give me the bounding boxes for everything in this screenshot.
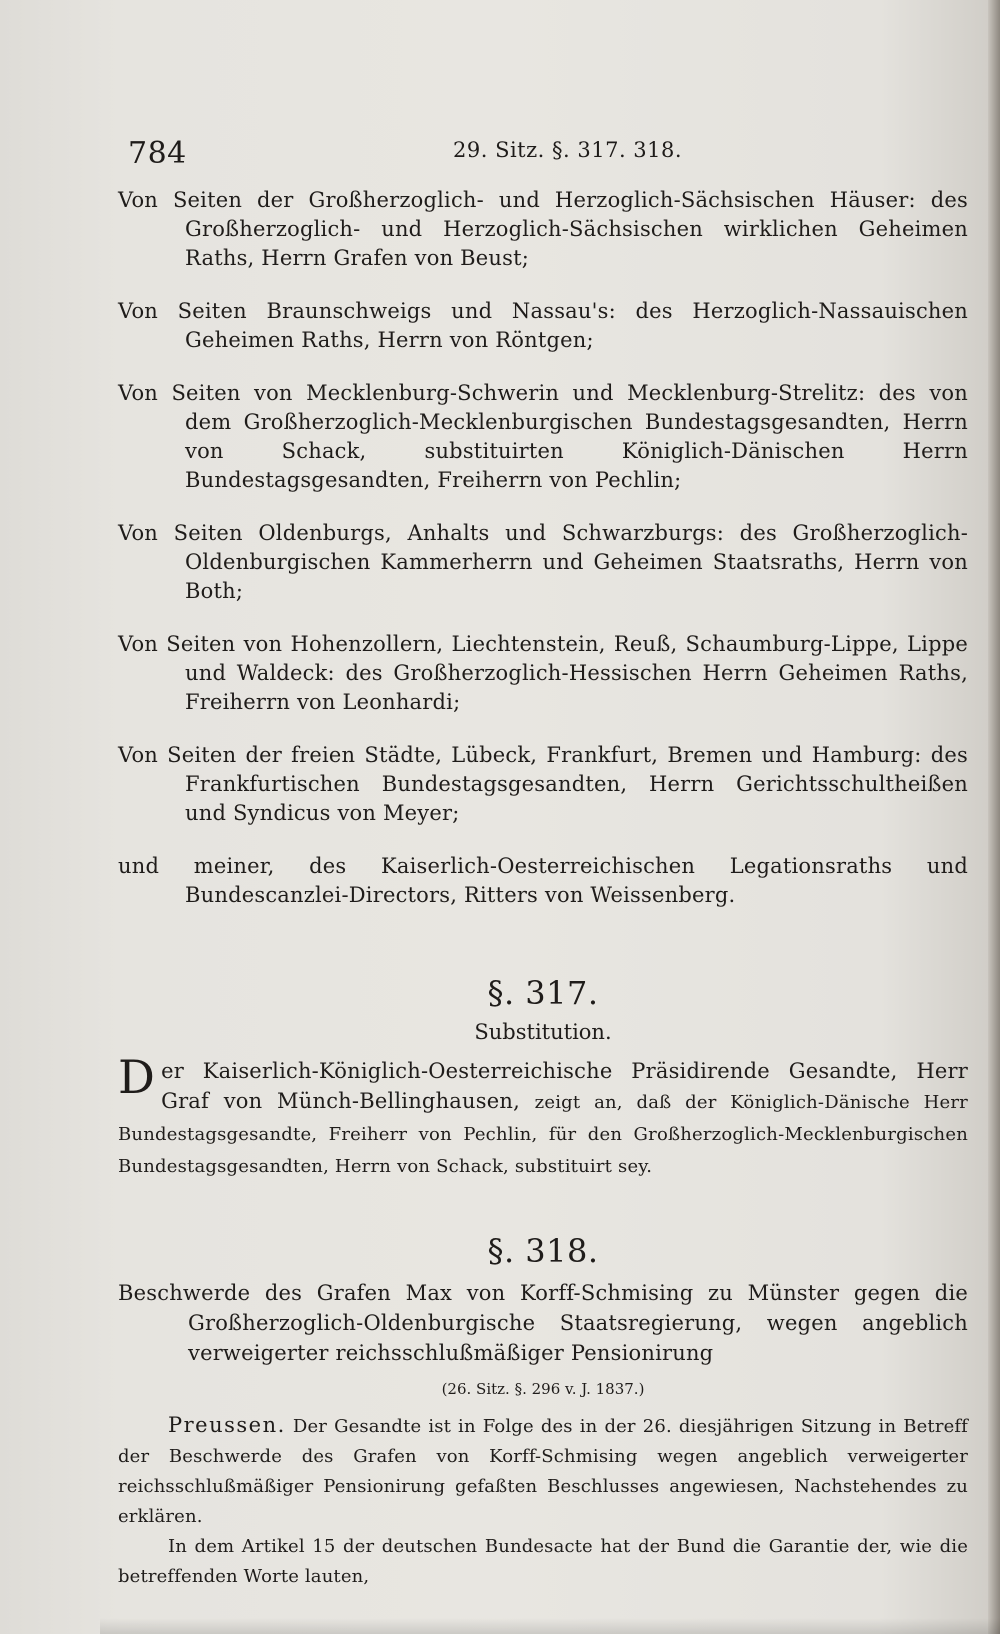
page-number: 784 bbox=[128, 136, 187, 171]
running-head: 29. Sitz. §. 317. 318. bbox=[453, 138, 683, 162]
page-content bbox=[118, 128, 968, 1592]
section-318-paragraph-1 bbox=[118, 1410, 968, 1532]
delegate-entry-2: Von Seiten Braunschweigs und Nassau's: des Herzoglich-Nassauischen Geheimen Raths, Herrn von Röntgen; bbox=[118, 299, 968, 352]
dropcap-letter: D bbox=[118, 1050, 156, 1104]
delegate-list bbox=[118, 186, 968, 910]
delegate-entry-3: Von Seiten von Mecklenburg-Schwerin und Mecklenburg-Strelitz: des von dem Großherzoglich-Mecklenburgischen Bundestagsgesandten, Herrn von Schack, substituirten Königlich-Dänischen Herrn Bundestagsgesandten, Freiherrn von Pechlin; bbox=[118, 381, 968, 492]
section-318-paragraph-1-text: Der Gesandte ist in Folge des in der 26. diesjährigen Sitzung in Betreff der Beschwerde des Grafen von Korff-Schmising wegen angeblich verweigerter reichsschlußmäßiger Pensionirung gefaßten Beschlusses angewiesen, Nachstehendes zu erklären. bbox=[118, 1416, 968, 1527]
section-317-paragraph bbox=[118, 1050, 968, 1182]
section-317-title: §. 317. bbox=[487, 974, 599, 1012]
section-317-subtitle: Substitution. bbox=[474, 1020, 612, 1044]
page-bottom-shadow bbox=[100, 1618, 1000, 1634]
section-318-heading: Beschwerde des Grafen Max von Korff-Schmising zu Münster gegen die Großherzoglich-Oldenburgische Staatsregierung, wegen angeblich verweigerter reichsschlußmäßiger Pensionirung bbox=[118, 1281, 968, 1365]
page-header bbox=[118, 128, 968, 186]
delegate-entry-6: Von Seiten der freien Städte, Lübeck, Frankfurt, Bremen und Hamburg: des Frankfurtischen Bundestagsgesandten, Herrn Gerichtsschultheißen und Syndicus von Meyer; bbox=[118, 743, 968, 825]
delegate-entry-5: Von Seiten von Hohenzollern, Liechtenstein, Reuß, Schaumburg-Lippe, Lippe und Waldeck: des Großherzoglich-Hessischen Herrn Geheimen Raths, Freiherrn von Leonhardi; bbox=[118, 632, 968, 714]
delegate-entry-7: und meiner, des Kaiserlich-Oesterreichischen Legationsraths und Bundescanzlei-Directors, Ritters von Weissenberg. bbox=[118, 854, 968, 907]
section-318-reference: (26. Sitz. §. 296 v. J. 1837.) bbox=[441, 1380, 645, 1398]
page-binding-edge bbox=[988, 0, 1000, 1634]
section-317-text-tail: zeigt an, daß der Königlich-Dänische Herr Bundestagsgesandte, Freiherr von Pechlin, für den Großherzoglich-Mecklenburgischen Bundestagsgesandten, Herrn von Schack, substituirt sey. bbox=[118, 1092, 968, 1177]
section-318-title: §. 318. bbox=[487, 1232, 599, 1270]
section-317-text: er Kaiserlich-Königlich-Oesterreichische Präsidirende Gesandte, Herr Graf von Münch-Bellinghausen, bbox=[161, 1059, 968, 1113]
section-318-paragraph-2: In dem Artikel 15 der deutschen Bundesacte hat der Bund die Garantie der, wie die betreffenden Worte lauten, bbox=[118, 1536, 968, 1587]
delegate-entry-4: Von Seiten Oldenburgs, Anhalts und Schwarzburgs: des Großherzoglich-Oldenburgischen Kammerherrn und Geheimen Staatsraths, Herrn von Both; bbox=[118, 521, 968, 603]
section-318-lead: Preussen. bbox=[168, 1413, 286, 1437]
delegate-entry-1: Von Seiten der Großherzoglich- und Herzoglich-Sächsischen Häuser: des Großherzoglich- und Herzoglich-Sächsischen wirklichen Geheimen Raths, Herrn Grafen von Beust; bbox=[118, 188, 968, 270]
